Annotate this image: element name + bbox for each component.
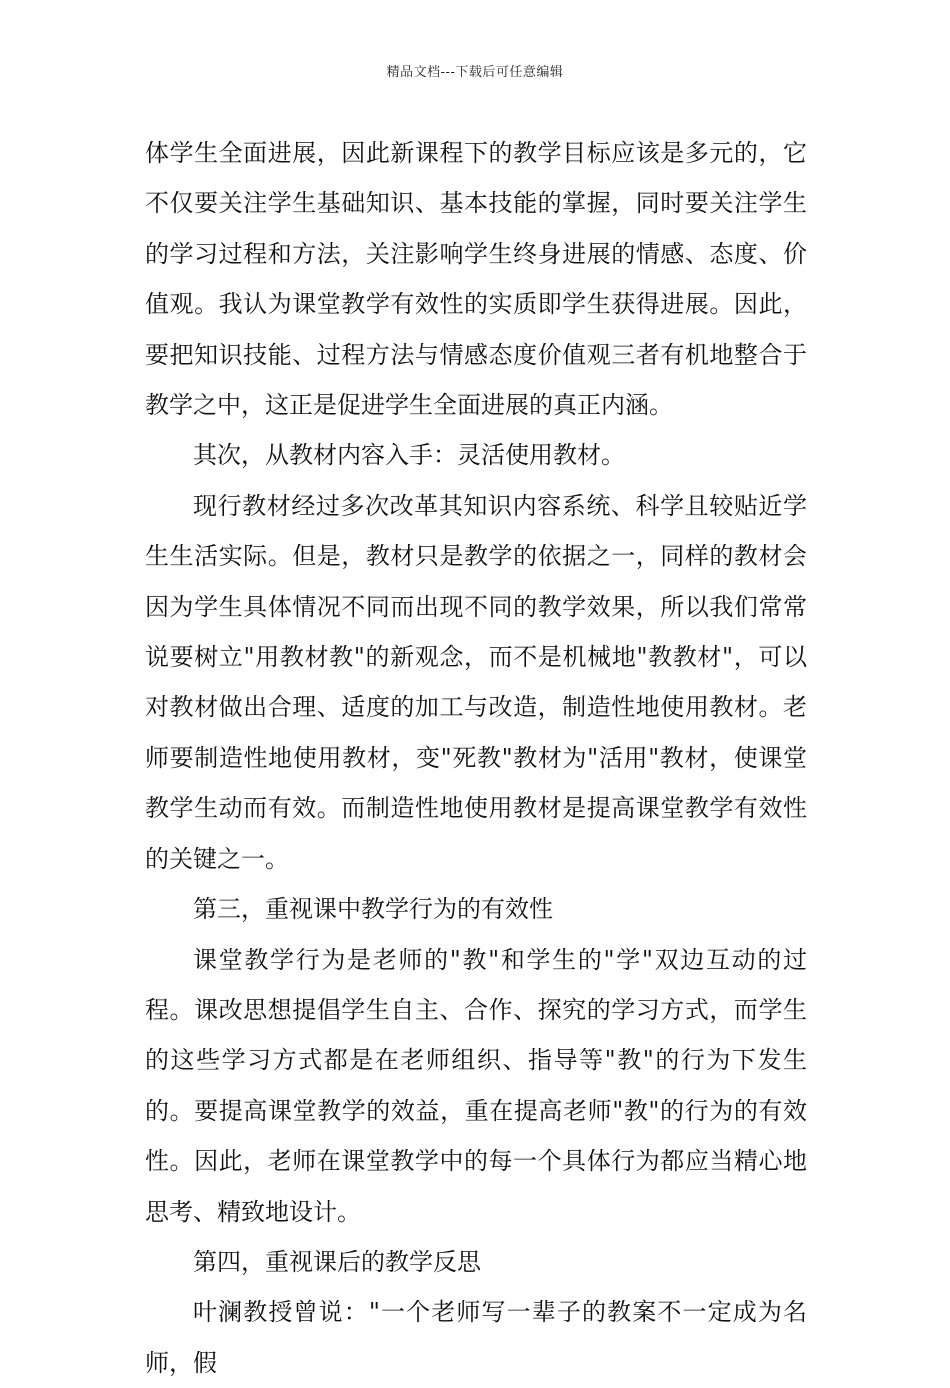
paragraph-4-heading: 第三，重视课中教学行为的有效性 — [193, 895, 553, 924]
paragraph-6-heading: 第四，重视课后的教学反思 — [193, 1247, 481, 1276]
paragraph-2-heading: 其次，从教材内容入手：灵活使用教材。 — [193, 441, 625, 470]
paragraph-7: 叶澜教授曾说："一个老师写一辈子的教案不一定成为名师，假 — [145, 1298, 807, 1377]
paragraph-1: 体学生全面进展，因此新课程下的教学目标应该是多元的，它不仅要关注学生基础知识、基本技能的掌握，同时要关注学生的学习过程和方法，关注影响学生终身进展的情感、态度、价值观。我认为课堂教学有效性的实质即学生获得进展。因此，要把知识技能、过程方法与情感态度价值观三者有机地整合于教学之中，这正是促进学生全面进展的真正内涵。 — [145, 139, 807, 420]
document-body — [145, 128, 807, 1388]
paragraph-5: 课堂教学行为是老师的"教"和学生的"学"双边互动的过程。课改思想提倡学生自主、合作、探究的学习方式，而学生的这些学习方式都是在老师组织、指导等"教"的行为下发生的。要提高课堂教学的效益，重在提高老师"教"的行为的有效性。因此，老师在课堂教学中的每一个具体行为都应当精心地思考、精致地设计。 — [145, 945, 807, 1226]
page-header: 精品文档---下载后可任意编辑 — [386, 65, 564, 80]
paragraph-3: 现行教材经过多次改革其知识内容系统、科学且较贴近学生生活实际。但是，教材只是教学的依据之一，同样的教材会因为学生具体情况不同而出现不同的教学效果，所以我们常常说要树立"用教材教"的新观念，而不是机械地"教教材"，可以对教材做出合理、适度的加工与改造，制造性地使用教材。老师要制造性地使用教材，变"死教"教材为"活用"教材，使课堂教学生动而有效。而制造性地使用教材是提高课堂教学有效性的关键之一。 — [145, 491, 807, 873]
